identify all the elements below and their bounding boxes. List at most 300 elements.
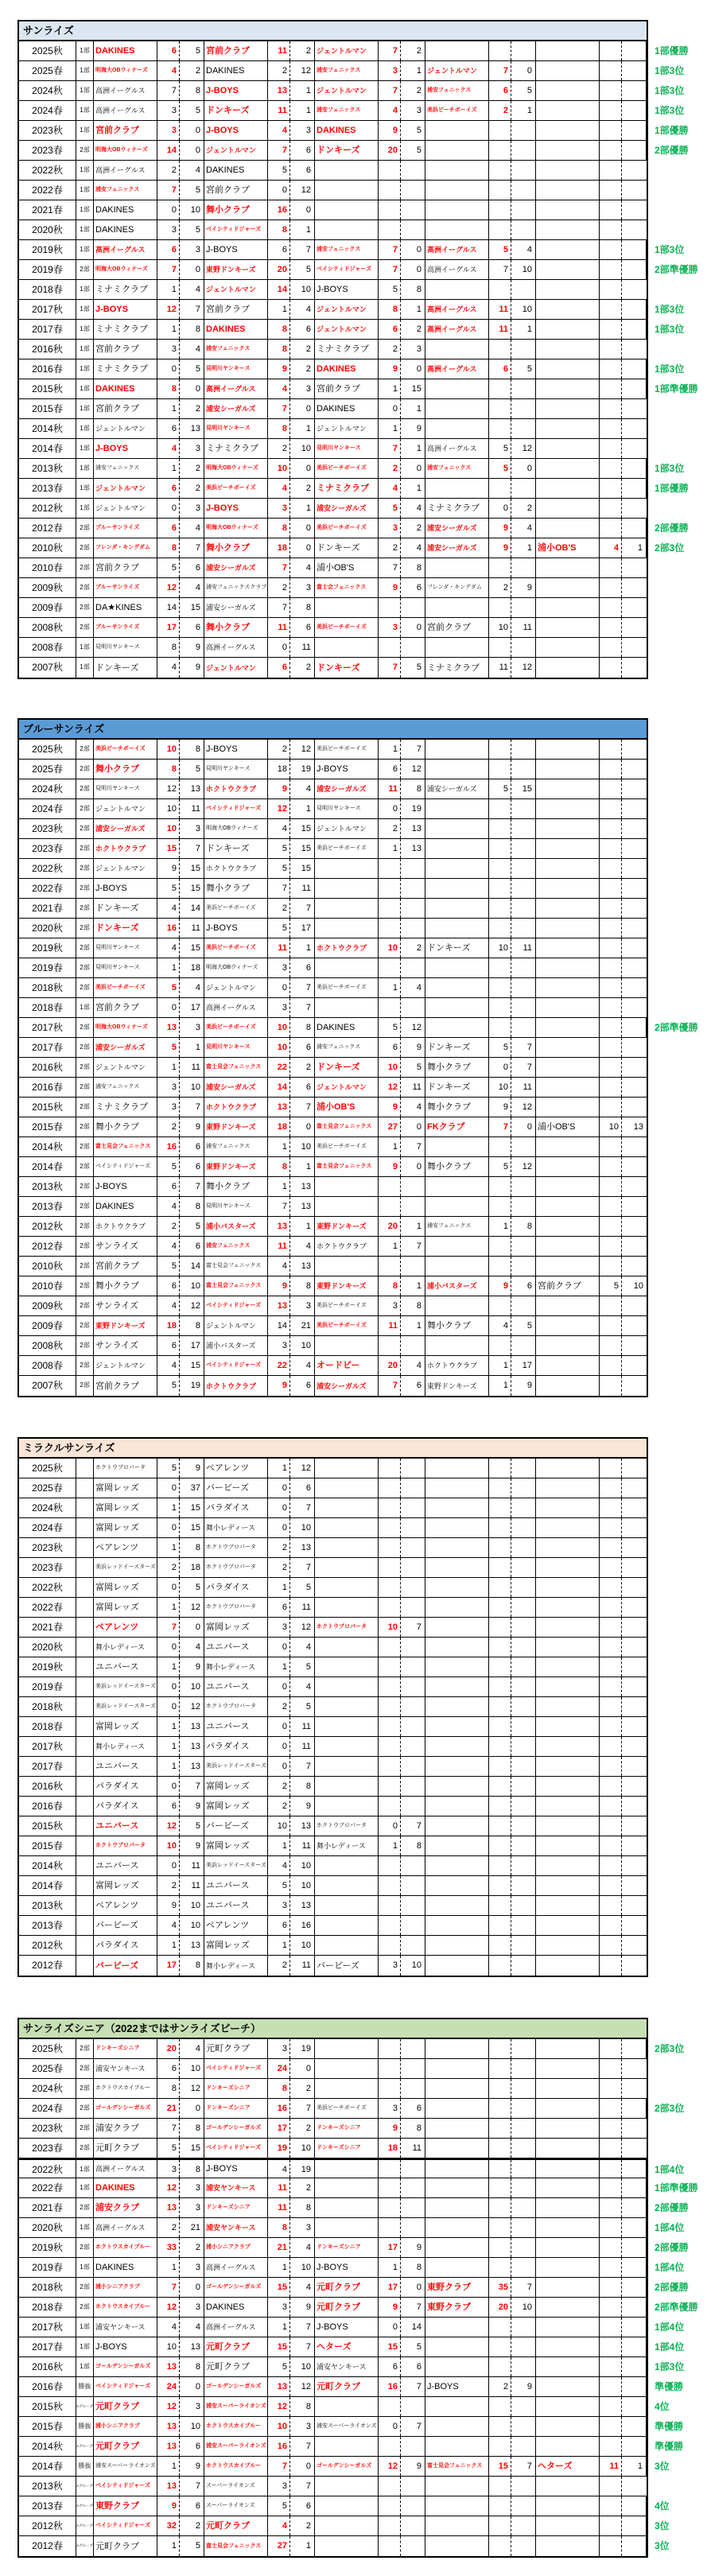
opponent-team-name (536, 2318, 600, 2337)
match-group (94, 2218, 204, 2237)
match-group (94, 1459, 204, 1478)
opponent-team-name: DAKINES (94, 1197, 157, 1216)
opponent-team-name (425, 839, 489, 858)
score-for: 7 (157, 2119, 180, 2138)
section-title-sunrise-senior: サンライズシニア（2022まではサンライズビーチ） (19, 2019, 647, 2039)
table-row (19, 1697, 647, 1717)
score-for (379, 879, 401, 898)
match-group (425, 2079, 536, 2098)
opponent-team-name (425, 760, 489, 779)
season-cell: 2012春 (19, 1956, 76, 1976)
score-for: 6 (268, 1598, 290, 1617)
division-cell: 勝抜 (76, 2417, 94, 2436)
match-group (425, 1677, 536, 1696)
season-cell: 2025春 (19, 1478, 76, 1498)
opponent-team-name (536, 479, 600, 498)
score-against (622, 479, 647, 498)
table-row (19, 978, 647, 998)
table-row (19, 1098, 647, 1117)
opponent-team-name (536, 2298, 600, 2317)
score-against: 14 (180, 899, 204, 918)
score-for: 1 (157, 459, 180, 478)
opponent-team-name: 明海大OBウィナーズ (204, 459, 268, 478)
match-group (425, 1498, 536, 1517)
score-for: 5 (489, 459, 511, 478)
match-group (204, 1638, 315, 1657)
match-group (315, 2377, 425, 2396)
score-against (401, 220, 425, 239)
score-for: 1 (157, 399, 180, 418)
score-for (379, 2536, 401, 2556)
match-group (315, 1137, 425, 1156)
placement-badge: 1部優勝 (655, 45, 689, 56)
opponent-team-name (536, 658, 600, 678)
score-against: 3 (180, 1018, 204, 1037)
score-for (600, 638, 622, 657)
match-group (315, 1197, 425, 1216)
opponent-team-name: DA★KINES (94, 598, 157, 617)
match-group (94, 1157, 204, 1176)
opponent-team-name: 富士見会フェニックス (315, 1157, 379, 1176)
placement-badge: 準優勝 (655, 2441, 684, 2452)
match-group (315, 439, 425, 458)
score-for (600, 1376, 622, 1396)
match-group (425, 320, 536, 339)
match-group (204, 141, 315, 160)
match-group (204, 578, 315, 597)
score-against (511, 1936, 536, 1955)
match-group (94, 1896, 204, 1915)
opponent-team-name (315, 1197, 379, 1216)
match-group (94, 2160, 204, 2178)
match-group (94, 419, 204, 438)
score-against (401, 1197, 425, 1216)
opponent-team-name: 高洲イーグルス (204, 379, 268, 398)
score-against: 19 (290, 2039, 315, 2058)
score-for: 1 (268, 300, 290, 319)
score-against (511, 1816, 536, 1836)
opponent-team-name: 富士見会フェニックス (204, 1257, 268, 1276)
score-against (622, 598, 647, 617)
score-for: 22 (268, 1356, 290, 1375)
match-group (425, 1896, 536, 1915)
opponent-team-name: ドンキーズ (204, 101, 268, 120)
score-for: 10 (600, 1117, 622, 1136)
match-group (204, 2119, 315, 2138)
score-against (622, 819, 647, 838)
score-against: 14 (401, 2318, 425, 2337)
match-group (536, 240, 647, 259)
opponent-team-name: 浦安スーパーライオンズ (204, 2397, 268, 2416)
match-group (536, 2457, 647, 2476)
score-for (600, 1936, 622, 1955)
opponent-team-name (536, 320, 600, 339)
opponent-team-name (536, 1078, 600, 1097)
score-against (401, 1856, 425, 1875)
opponent-team-name (425, 2059, 489, 2078)
opponent-team-name: ホクトウプロパータ (204, 1697, 268, 1716)
opponent-team-name: ユニバース (204, 1717, 268, 1736)
match-group (315, 2417, 425, 2436)
opponent-team-name (315, 2178, 379, 2197)
score-against: 6 (180, 558, 204, 577)
score-for (600, 2337, 622, 2356)
match-group (204, 2258, 315, 2277)
score-against (622, 998, 647, 1017)
score-for: 10 (157, 1836, 180, 1855)
opponent-team-name: ホクトウプロパータ (94, 1836, 157, 1855)
score-for: 13 (157, 2198, 180, 2217)
score-for (600, 799, 622, 818)
score-for (379, 2477, 401, 2496)
table-row (19, 538, 685, 558)
score-for (600, 1336, 622, 1355)
score-for (600, 2218, 622, 2237)
score-against: 0 (401, 1157, 425, 1176)
opponent-team-name (536, 280, 600, 299)
opponent-team-name: ホクトウスカイブルー (204, 2417, 268, 2436)
match-group (425, 1356, 536, 1375)
score-against: 9 (180, 1657, 204, 1677)
season-cell: 2019秋 (19, 1657, 76, 1677)
score-against (511, 1018, 536, 1037)
score-for (489, 1797, 511, 1816)
match-group (94, 399, 204, 418)
score-against (401, 1737, 425, 1756)
opponent-team-name: ホクトウプロパータ (315, 1618, 379, 1637)
opponent-team-name (536, 260, 600, 279)
match-group (204, 2139, 315, 2158)
opponent-team-name (315, 1916, 379, 1935)
score-against: 7 (290, 1757, 315, 1776)
score-for (489, 1137, 511, 1156)
score-against (622, 2160, 647, 2178)
score-against: 21 (290, 1316, 315, 1335)
match-group (425, 1197, 536, 1216)
score-for (379, 1876, 401, 1895)
score-against: 15 (511, 779, 536, 798)
division-cell: 2部 (76, 919, 94, 938)
division-cell: 2部 (76, 260, 94, 279)
score-for (600, 320, 622, 339)
table-row (19, 2477, 647, 2496)
score-against (511, 1558, 536, 1577)
match-group (204, 379, 315, 398)
match-group (315, 1117, 425, 1136)
opponent-team-name (536, 379, 600, 398)
score-against: 10 (180, 2059, 204, 2078)
opponent-team-name: 舞小レディース (315, 1836, 379, 1855)
match-group (425, 2357, 536, 2376)
match-group (315, 1336, 425, 1355)
opponent-team-name (425, 2198, 489, 2217)
match-group (315, 598, 425, 617)
match-group (94, 2198, 204, 2217)
opponent-team-name (315, 598, 379, 617)
score-against (511, 2417, 536, 2436)
score-for (600, 280, 622, 299)
division-cell: 2部 (76, 1217, 94, 1236)
match-group (536, 1876, 647, 1895)
score-against: 8 (180, 1316, 204, 1335)
opponent-team-name: 美浜ビーチボーイズ (315, 519, 379, 538)
match-group (425, 519, 536, 538)
score-for: 4 (268, 1257, 290, 1276)
opponent-team-name: ペアレンツ (94, 1618, 157, 1637)
match-group (94, 1356, 204, 1375)
match-group (204, 240, 315, 259)
score-for (600, 2198, 622, 2217)
opponent-team-name (315, 2397, 379, 2416)
score-against: 2 (290, 359, 315, 379)
match-group (425, 2278, 536, 2297)
score-against (401, 598, 425, 617)
opponent-team-name (425, 2218, 489, 2237)
match-group (536, 1836, 647, 1855)
score-for: 6 (268, 240, 290, 259)
score-for: 14 (157, 598, 180, 617)
score-for: 1 (157, 1936, 180, 1955)
score-against: 6 (290, 2496, 315, 2516)
opponent-team-name: 元町クラブ (204, 2337, 268, 2356)
score-for (489, 1737, 511, 1756)
score-against (622, 1737, 647, 1756)
score-against: 12 (511, 1098, 536, 1117)
match-group (315, 1896, 425, 1915)
score-against: 11 (290, 1717, 315, 1736)
opponent-team-name (536, 340, 600, 359)
score-against (622, 1296, 647, 1315)
score-for (600, 919, 622, 938)
opponent-team-name (425, 1916, 489, 1935)
score-for: 13 (157, 2357, 180, 2376)
score-against (511, 41, 536, 60)
score-against (622, 2337, 647, 2356)
score-for: 1 (157, 1058, 180, 1077)
opponent-team-name: J-BOYS (425, 2377, 489, 2396)
score-against: 5 (290, 260, 315, 279)
opponent-team-name: 浦小OB'S (315, 1098, 379, 1117)
score-against: 7 (511, 2457, 536, 2476)
opponent-team-name: 元町クラブ (315, 2278, 379, 2297)
season-cell: 2024春 (19, 2099, 76, 2118)
score-for: 9 (489, 538, 511, 558)
opponent-team-name (536, 998, 600, 1017)
match-group (315, 1856, 425, 1875)
match-group (425, 2477, 536, 2496)
score-against: 3 (290, 379, 315, 398)
match-group (425, 1177, 536, 1196)
table-row (19, 938, 647, 958)
score-against: 6 (401, 2357, 425, 2376)
table-row (19, 1217, 647, 1237)
score-for: 19 (268, 2139, 290, 2158)
division-cell: Aグループ (76, 2477, 94, 2496)
match-group (425, 1257, 536, 1276)
score-for (489, 1257, 511, 1276)
score-for (379, 2516, 401, 2535)
match-group (425, 459, 536, 478)
match-group (425, 81, 536, 100)
score-for (379, 181, 401, 200)
opponent-team-name (425, 1459, 489, 1478)
score-for: 0 (268, 181, 290, 200)
opponent-team-name: ユニバース (94, 1757, 157, 1776)
opponent-team-name (425, 181, 489, 200)
score-against: 8 (290, 2397, 315, 2416)
match-group (94, 2377, 204, 2396)
match-group (204, 859, 315, 878)
score-against: 0 (401, 260, 425, 279)
table-row (19, 419, 647, 439)
score-for (489, 2099, 511, 2118)
table-row (19, 1876, 647, 1896)
match-group (204, 359, 315, 379)
match-group (315, 1757, 425, 1776)
score-against: 0 (290, 399, 315, 418)
opponent-team-name (536, 2397, 600, 2416)
score-for: 6 (157, 1177, 180, 1196)
opponent-team-name: ジェントルマン (315, 819, 379, 838)
match-group (536, 1558, 647, 1577)
match-group (315, 2178, 425, 2197)
score-for: 2 (379, 340, 401, 359)
season-cell: 2015秋 (19, 379, 76, 398)
score-against: 10 (180, 2417, 204, 2436)
score-for: 0 (157, 998, 180, 1017)
match-group (536, 1518, 647, 1537)
score-against (622, 1638, 647, 1657)
season-cell: 2013春 (19, 2496, 76, 2516)
score-against (401, 1777, 425, 1796)
score-for: 3 (268, 958, 290, 977)
opponent-team-name: 美浜ビーチボーイズ (315, 459, 379, 478)
score-against: 2 (180, 459, 204, 478)
opponent-team-name (425, 1177, 489, 1196)
opponent-team-name: ペアレンツ (204, 1916, 268, 1935)
score-for: 0 (268, 1518, 290, 1537)
opponent-team-name (536, 638, 600, 657)
score-against (622, 2298, 647, 2317)
match-group (94, 638, 204, 657)
match-group (94, 1018, 204, 1037)
opponent-team-name (425, 2397, 489, 2416)
match-group (204, 1117, 315, 1136)
score-against: 8 (180, 320, 204, 339)
score-against (622, 2536, 647, 2556)
score-for: 7 (268, 558, 290, 577)
match-group (315, 1638, 425, 1657)
match-group (425, 479, 536, 498)
table-row (19, 799, 647, 819)
opponent-team-name: 高洲イーグルス (204, 638, 268, 657)
match-group (536, 598, 647, 617)
opponent-team-name: 富岡レッズ (204, 1618, 268, 1637)
match-group (536, 320, 647, 339)
score-for (489, 1717, 511, 1736)
match-group (315, 538, 425, 558)
opponent-team-name (425, 1237, 489, 1256)
match-group (94, 558, 204, 577)
score-for: 3 (379, 2099, 401, 2118)
table-row (19, 1316, 647, 1336)
match-group (94, 1078, 204, 1097)
score-for: 5 (489, 439, 511, 458)
match-group (204, 2357, 315, 2376)
division-cell (76, 1717, 94, 1736)
score-for: 20 (379, 1356, 401, 1375)
score-for: 5 (268, 2496, 290, 2516)
season-cell: 2013秋 (19, 1177, 76, 1196)
opponent-team-name: 高洲イーグルス (94, 101, 157, 120)
match-group (425, 2039, 536, 2058)
season-cell: 2012秋 (19, 1936, 76, 1955)
match-group (425, 2160, 536, 2178)
score-for (600, 2278, 622, 2297)
score-against: 1 (290, 1217, 315, 1236)
opponent-team-name (425, 399, 489, 418)
division-cell: 1部 (76, 419, 94, 438)
score-for: 5 (379, 1018, 401, 1037)
match-group (204, 1237, 315, 1256)
match-group (315, 2160, 425, 2178)
match-group (94, 1498, 204, 1517)
score-for: 11 (489, 320, 511, 339)
placement-badge: 2部優勝 (655, 2282, 689, 2293)
score-against (511, 2496, 536, 2516)
division-cell (76, 1478, 94, 1498)
match-group (536, 1677, 647, 1696)
match-group (204, 1797, 315, 1816)
table-row (19, 1916, 647, 1936)
score-against (401, 1336, 425, 1355)
opponent-team-name: 浦安シーガルズ (204, 558, 268, 577)
score-for (489, 1498, 511, 1517)
score-for (489, 2417, 511, 2436)
score-for: 1 (157, 1757, 180, 1776)
score-against (401, 1177, 425, 1196)
match-group (425, 1078, 536, 1097)
score-for (600, 2139, 622, 2158)
season-cell: 2021春 (19, 1618, 76, 1637)
table-row (19, 240, 685, 260)
opponent-team-name: ホクトウクラブ (204, 1098, 268, 1117)
opponent-team-name (536, 200, 600, 220)
opponent-team-name: 高洲イーグルス (94, 2160, 157, 2178)
division-cell: 2部 (76, 2059, 94, 2078)
score-against: 4 (511, 519, 536, 538)
opponent-team-name: ユニバース (94, 1856, 157, 1875)
match-group (315, 1257, 425, 1276)
opponent-team-name: 富岡レッズ (94, 1498, 157, 1517)
match-group (536, 1296, 647, 1315)
score-for (489, 799, 511, 818)
score-for (600, 578, 622, 597)
opponent-team-name: ドンキーズシニア (204, 2099, 268, 2118)
score-for (489, 2357, 511, 2376)
score-for: 13 (157, 1018, 180, 1037)
opponent-team-name (315, 1896, 379, 1915)
score-against (511, 2059, 536, 2078)
division-cell: 1部 (76, 280, 94, 299)
score-against: 13 (180, 1717, 204, 1736)
match-group (94, 260, 204, 279)
season-cell: 2017秋 (19, 1018, 76, 1037)
match-group (536, 1459, 647, 1478)
score-against: 8 (180, 2160, 204, 2178)
opponent-team-name (536, 1896, 600, 1915)
score-for: 0 (379, 399, 401, 418)
